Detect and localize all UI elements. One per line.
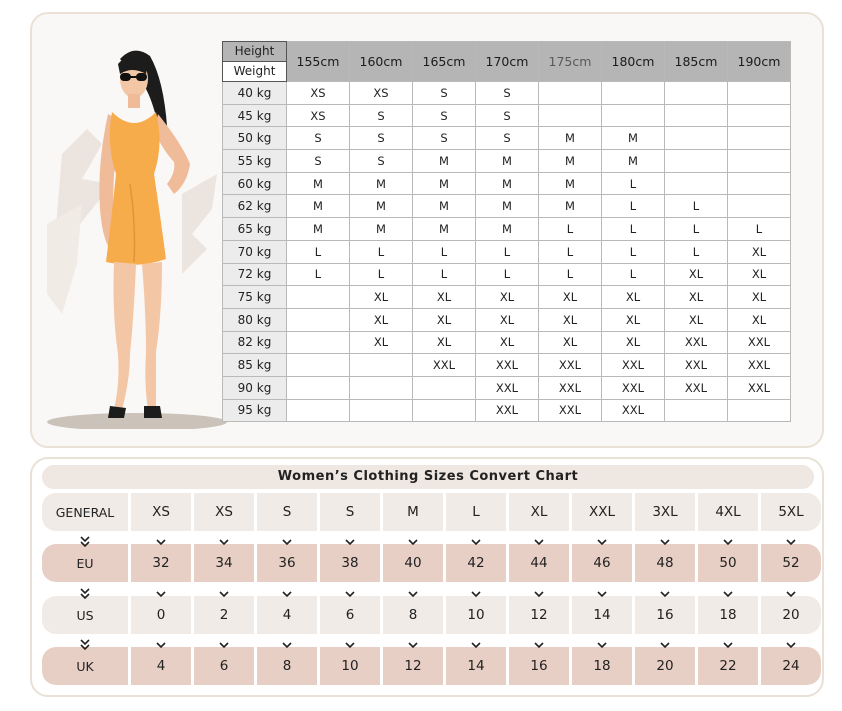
weight-cell: 70 kg [223,240,287,263]
size-cell [539,82,602,105]
size-cell: S [350,127,413,150]
table-row [223,399,791,422]
size-cell: M [476,218,539,241]
size-cell: XL [665,263,728,286]
convert-row-us [42,596,821,634]
convert-size-cell: 18 [572,647,632,685]
chevron-down-icon [383,535,443,549]
size-cell: XXL [728,376,791,399]
size-cell: S [413,127,476,150]
size-cell [728,82,791,105]
convert-size-cell: S [320,493,380,531]
size-cell: XL [602,331,665,354]
weight-cell: 62 kg [223,195,287,218]
size-cell: M [287,218,350,241]
size-cell: L [476,263,539,286]
chevron-down-icon [131,638,191,652]
convert-size-cell: L [446,493,506,531]
size-cell [413,376,476,399]
weight-cell: 72 kg [223,263,287,286]
size-cell: L [287,263,350,286]
size-cell: XL [728,286,791,309]
size-cell [665,127,728,150]
size-cell: M [476,195,539,218]
weight-cell: 50 kg [223,127,287,150]
table-body [223,82,791,422]
chevron-down-icon [194,638,254,652]
table-row [223,286,791,309]
size-cell: M [413,195,476,218]
table-row [223,218,791,241]
size-cell: XXL [602,376,665,399]
table-row [223,150,791,173]
size-cell: XXL [665,354,728,377]
chevron-down-icon [635,638,695,652]
size-cell: S [287,150,350,173]
size-cell: L [476,240,539,263]
convert-size-cell: 3XL [635,493,695,531]
size-cell [665,172,728,195]
size-cell: M [476,172,539,195]
size-chart-card [30,12,824,448]
convert-size-cell: XS [131,493,191,531]
size-cell: M [476,150,539,173]
size-cell: L [602,263,665,286]
weight-cell: 75 kg [223,286,287,309]
size-cell: XXL [665,331,728,354]
chevron-down-icon [320,638,380,652]
size-cell: XL [350,286,413,309]
table-row [223,82,791,105]
size-cell: XL [350,308,413,331]
chevron-down-icon [761,587,821,601]
size-cell: L [728,218,791,241]
chevron-down-icon [698,587,758,601]
size-cell [728,195,791,218]
height-header-label: Height [223,42,286,62]
convert-size-cell: 6 [194,647,254,685]
height-column-header: 180cm [602,42,665,82]
convert-chart-title: Women’s Clothing Sizes Convert Chart [42,465,814,489]
chevron-down-icon [698,535,758,549]
size-cell: XXL [476,354,539,377]
size-cell: XS [287,82,350,105]
size-cell: L [413,240,476,263]
size-convert-card [30,457,824,697]
weight-cell: 90 kg [223,376,287,399]
size-cell: XXL [665,376,728,399]
height-column-header: 190cm [728,42,791,82]
size-cell: S [476,104,539,127]
arrow-row [42,638,821,652]
double-chevron-down-icon [42,587,128,601]
table-row [223,240,791,263]
convert-size-cell: XXL [572,493,632,531]
chevron-down-icon [509,535,569,549]
chevron-down-icon [257,587,317,601]
size-cell: L [665,240,728,263]
size-cell: L [539,240,602,263]
convert-size-cell: 10 [446,596,506,634]
convert-size-cell: 24 [761,647,821,685]
table-row [223,308,791,331]
size-cell: XL [539,308,602,331]
table-row [223,172,791,195]
weight-cell: 82 kg [223,331,287,354]
size-cell: XXL [539,354,602,377]
woman-figure-illustration [42,34,228,429]
size-cell: S [476,82,539,105]
convert-size-cell: 12 [383,647,443,685]
convert-size-cell: 12 [509,596,569,634]
chevron-down-icon [257,535,317,549]
chevron-down-icon [194,535,254,549]
table-row [223,127,791,150]
table-row [223,195,791,218]
size-cell: L [287,240,350,263]
size-cell: L [602,240,665,263]
size-cell: L [602,172,665,195]
height-weight-size-table [222,41,791,422]
size-cell [665,399,728,422]
convert-size-cell: 4 [257,596,317,634]
size-cell: XL [476,308,539,331]
chevron-down-icon [572,587,632,601]
size-cell: S [287,127,350,150]
size-cell: XXL [413,354,476,377]
size-cell: L [539,218,602,241]
size-cell: XXL [602,354,665,377]
chevron-down-icon [383,638,443,652]
convert-size-cell: 5XL [761,493,821,531]
size-cell [602,82,665,105]
weight-cell: 55 kg [223,150,287,173]
convert-size-cell: M [383,493,443,531]
convert-size-cell: 40 [383,544,443,582]
weight-cell: 45 kg [223,104,287,127]
height-column-header: 155cm [287,42,350,82]
convert-size-cell: 38 [320,544,380,582]
table-header-row [223,42,791,82]
chevron-down-icon [572,638,632,652]
size-cell [728,150,791,173]
chevron-down-icon [698,638,758,652]
size-cell [728,172,791,195]
table-row [223,376,791,399]
size-cell: M [539,172,602,195]
size-cell: L [413,263,476,286]
size-cell: XL [602,308,665,331]
weight-cell: 85 kg [223,354,287,377]
size-cell: XL [413,286,476,309]
chevron-down-icon [446,638,506,652]
size-cell: XS [287,104,350,127]
size-cell [602,104,665,127]
size-cell: L [350,240,413,263]
size-cell [350,376,413,399]
convert-size-cell: 6 [320,596,380,634]
chevron-down-icon [131,587,191,601]
size-cell: L [350,263,413,286]
convert-size-cell: 16 [635,596,695,634]
height-column-header: 165cm [413,42,476,82]
size-cell: XXL [539,399,602,422]
size-cell: M [413,150,476,173]
size-cell: XXL [476,376,539,399]
weight-cell: 40 kg [223,82,287,105]
chevron-down-icon [635,535,695,549]
size-cell [728,127,791,150]
table-corner-cell [223,42,287,82]
size-cell: XL [413,331,476,354]
size-cell: XXL [539,376,602,399]
convert-size-cell: 48 [635,544,695,582]
size-cell [350,354,413,377]
size-cell: L [665,195,728,218]
convert-size-cell: 46 [572,544,632,582]
size-cell: XXL [728,331,791,354]
convert-size-cell: 36 [257,544,317,582]
size-cell: XL [476,331,539,354]
double-chevron-down-icon [42,535,128,549]
size-cell: XL [476,286,539,309]
size-cell: M [287,195,350,218]
size-cell: XL [350,331,413,354]
height-column-header: 170cm [476,42,539,82]
size-cell: S [476,127,539,150]
convert-size-cell: XL [509,493,569,531]
chevron-down-icon [320,587,380,601]
size-cell [539,104,602,127]
size-cell [287,286,350,309]
size-cell: XXL [728,354,791,377]
size-cell: XL [602,286,665,309]
convert-size-cell: 14 [446,647,506,685]
convert-size-cell: 4 [131,647,191,685]
convert-size-cell: 32 [131,544,191,582]
convert-size-cell: 42 [446,544,506,582]
convert-size-cell: 20 [761,596,821,634]
convert-size-cell: 50 [698,544,758,582]
size-cell: M [539,150,602,173]
size-cell: S [413,82,476,105]
size-cell [287,399,350,422]
convert-size-cell: 0 [131,596,191,634]
size-cell: S [350,104,413,127]
size-cell: XXL [476,399,539,422]
size-cell: XL [539,331,602,354]
chevron-down-icon [320,535,380,549]
convert-size-cell: 44 [509,544,569,582]
size-cell [350,399,413,422]
convert-row-label: EU [42,544,128,582]
weight-cell: 65 kg [223,218,287,241]
size-cell [728,104,791,127]
convert-size-cell: 18 [698,596,758,634]
size-cell [413,399,476,422]
weight-cell: 60 kg [223,172,287,195]
chevron-down-icon [383,587,443,601]
convert-row-uk [42,647,821,685]
size-cell [287,354,350,377]
convert-row-eu [42,544,821,582]
table-row [223,354,791,377]
chevron-down-icon [572,535,632,549]
size-cell: XXL [602,399,665,422]
convert-row-general [42,493,821,531]
convert-size-cell: 8 [383,596,443,634]
convert-size-cell: 2 [194,596,254,634]
size-cell: M [602,150,665,173]
convert-size-cell: 16 [509,647,569,685]
size-cell: L [539,263,602,286]
arrow-row [42,587,821,601]
table-row [223,104,791,127]
size-cell: XL [728,263,791,286]
size-cell: M [350,195,413,218]
size-cell: XL [728,240,791,263]
size-cell: M [539,195,602,218]
size-cell [665,150,728,173]
convert-size-cell: 10 [320,647,380,685]
convert-size-cell: 34 [194,544,254,582]
convert-size-cell: XS [194,493,254,531]
height-column-header: 160cm [350,42,413,82]
size-cell: M [287,172,350,195]
size-cell [665,104,728,127]
size-cell: S [413,104,476,127]
chevron-down-icon [257,638,317,652]
chevron-down-icon [509,587,569,601]
weight-cell: 95 kg [223,399,287,422]
chevron-down-icon [635,587,695,601]
size-cell: M [413,218,476,241]
convert-size-cell: 20 [635,647,695,685]
table-row [223,263,791,286]
convert-size-cell: 52 [761,544,821,582]
height-column-header: 185cm [665,42,728,82]
size-cell: XL [539,286,602,309]
size-cell: XL [665,286,728,309]
convert-row-label: GENERAL [42,493,128,531]
size-cell: XL [728,308,791,331]
chevron-down-icon [194,587,254,601]
chevron-down-icon [446,587,506,601]
size-cell: XL [665,308,728,331]
weight-cell: 80 kg [223,308,287,331]
height-column-header: 175cm [539,42,602,82]
convert-row-label: UK [42,647,128,685]
size-cell: M [539,127,602,150]
weight-header-label: Weight [223,62,286,82]
convert-row-label: US [42,596,128,634]
size-cell: M [350,172,413,195]
chevron-down-icon [761,535,821,549]
size-cell: S [350,150,413,173]
size-cell: L [665,218,728,241]
convert-size-cell: 8 [257,647,317,685]
size-cell: XS [350,82,413,105]
size-cell: M [413,172,476,195]
size-cell: M [350,218,413,241]
size-cell [665,82,728,105]
size-cell: L [602,218,665,241]
arrow-row [42,535,821,549]
convert-size-cell: 14 [572,596,632,634]
chevron-down-icon [131,535,191,549]
size-cell [287,376,350,399]
chevron-down-icon [761,638,821,652]
size-cell [728,399,791,422]
table-row [223,331,791,354]
size-cell: XL [413,308,476,331]
size-cell [287,308,350,331]
size-cell: M [602,127,665,150]
double-chevron-down-icon [42,638,128,652]
convert-size-cell: 22 [698,647,758,685]
convert-size-cell: S [257,493,317,531]
convert-size-cell: 4XL [698,493,758,531]
size-cell: L [602,195,665,218]
chevron-down-icon [446,535,506,549]
chevron-down-icon [509,638,569,652]
size-cell [287,331,350,354]
